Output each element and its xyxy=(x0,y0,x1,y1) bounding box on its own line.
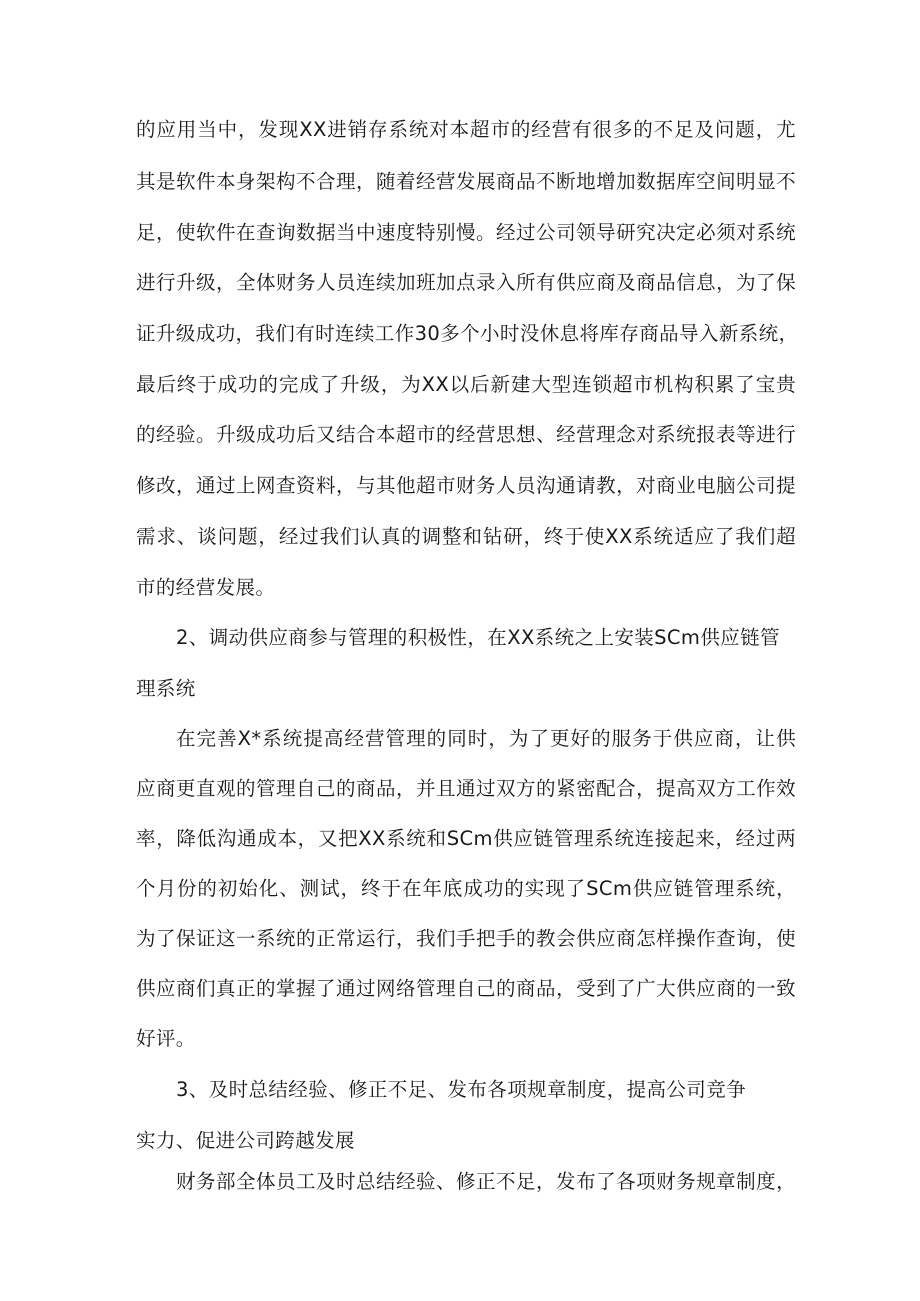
text-line: 个月份的初始化、测试，终于在年底成功的实现了SCm供应链管理系统， xyxy=(136,877,796,900)
text-line: 为了保证这一系统的正常运行，我们手把手的教会供应商怎样操作查询，使 xyxy=(136,927,796,950)
heading-line: 3、及时总结经验、修正不足、发布各项规章制度，提高公司竞争 xyxy=(176,1078,747,1101)
text-line: 进行升级，全体财务人员连续加班加点录入所有供应商及商品信息，为了保 xyxy=(136,271,796,294)
text-line: 其是软件本身架构不合理，随着经营发展商品不断地增加数据库空间明显不 xyxy=(136,170,796,193)
text-line: 需求、谈问题，经过我们认真的调整和钻研，终于使XX系统适应了我们超 xyxy=(136,525,796,548)
text-line: 足，使软件在查询数据当中速度特别慢。经过公司领导研究决定必须对系统 xyxy=(136,221,796,244)
heading-line: 2、调动供应商参与管理的积极性，在XX系统之上安装SCm供应链管 xyxy=(176,626,780,649)
text-line: 供应商们真正的掌握了通过网络管理自己的商品，受到了广大供应商的一致 xyxy=(136,977,796,1000)
text-line: 好评。 xyxy=(136,1027,196,1050)
heading-line: 理系统 xyxy=(136,677,196,700)
text-line: 应商更直观的管理自己的商品，并且通过双方的紧密配合，提高双方工作效 xyxy=(136,777,796,800)
text-line: 财务部全体员工及时总结经验、修正不足，发布了各项财务规章制度， xyxy=(176,1170,796,1193)
text-line: 的经验。升级成功后又结合本超市的经营思想、经营理念对系统报表等进行 xyxy=(136,423,796,446)
text-line: 率，降低沟通成本，又把XX系统和SCm供应链管理系统连接起来，经过两 xyxy=(136,827,796,850)
text-line: 的应用当中，发现XX进销存系统对本超市的经营有很多的不足及问题，尤 xyxy=(136,118,796,141)
text-line: 修改，通过上网查资料，与其他超市财务人员沟通请教，对商业电脑公司提 xyxy=(136,474,796,497)
heading-line: 实力、促进公司跨越发展 xyxy=(136,1129,355,1152)
text-line: 在完善X*系统提高经营管理的同时，为了更好的服务于供应商，让供 xyxy=(176,727,796,750)
text-line: 最后终于成功的完成了升级，为XX以后新建大型连锁超市机构积累了宝贵 xyxy=(136,373,796,396)
text-line: 证升级成功，我们有时连续工作30多个小时没休息将库存商品导入新系统， xyxy=(136,322,799,345)
text-line: 市的经营发展。 xyxy=(136,576,276,599)
